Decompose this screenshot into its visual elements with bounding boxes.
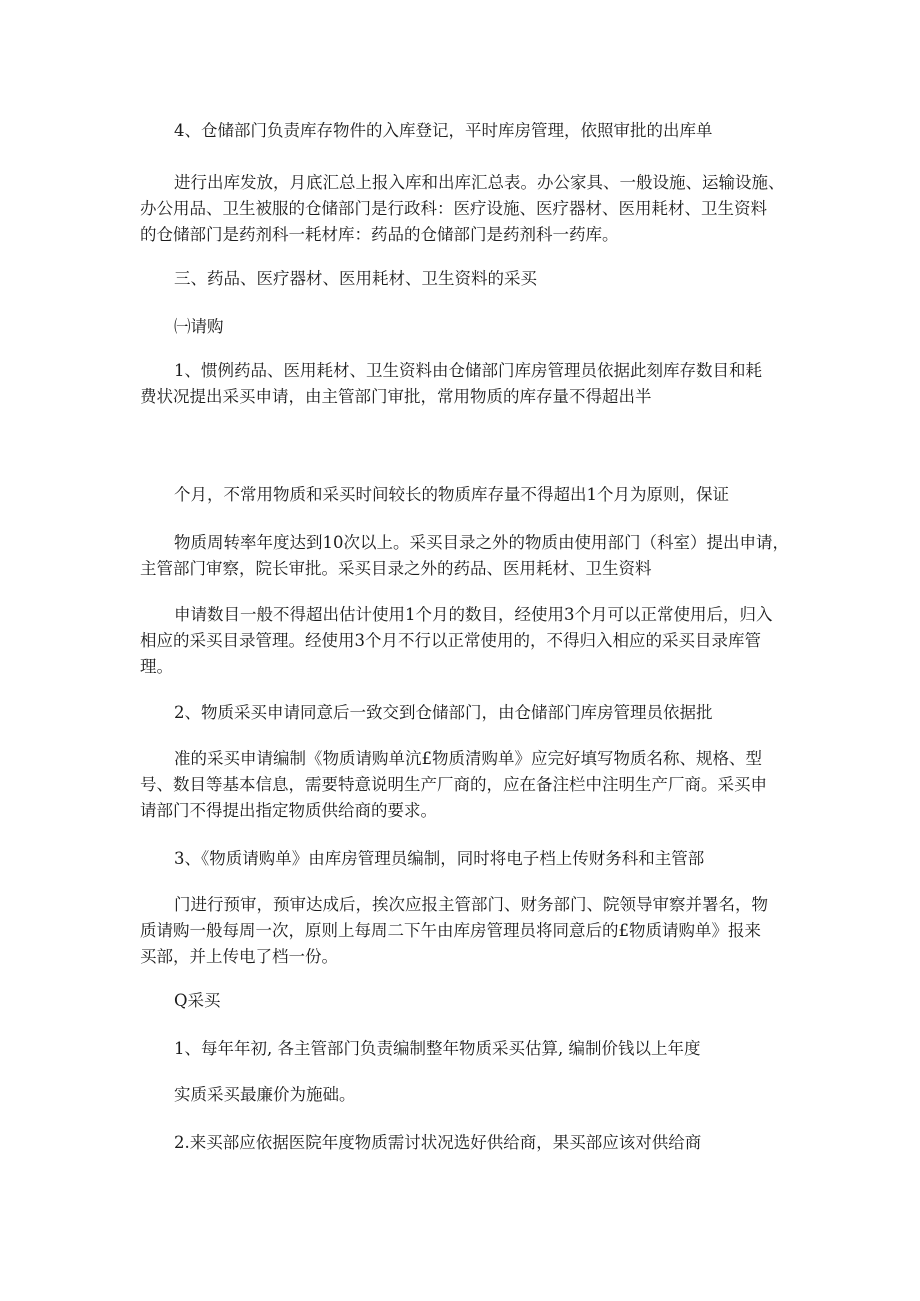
paragraph-line: 进行出库发放，月底汇总上报入库和出库汇总表。办公家具、一般设施、运输设施、 (174, 173, 785, 192)
paragraph-line: 费状况提出采买申请，由主管部门审批，常用物质的库存量不得超出半 (140, 387, 652, 406)
subsection-heading-2 (0, 988, 920, 1014)
paragraph-line: 的仓储部门是药剂科一耗材库：药品的仓储部门是药剂科一药库。 (140, 225, 619, 244)
paragraph-5 (0, 530, 920, 582)
paragraph-line: 实质采买最廉价为施础。 (174, 1085, 356, 1104)
paragraph-line: 号、数目等基本信息，需要特意说明生产厂商的，应在备注栏中注明生产厂商。采买申 (140, 775, 767, 794)
paragraph-line: 申请数目一般不得超出估计使用1个月的数目，经使用3个月可以正常使用后，归入 (174, 605, 773, 624)
paragraph-line: 质请购一般每周一次，原则上每周二下午由库房管理员将同意后的£物质请购单》报来 (140, 921, 761, 940)
paragraph-line: 2.来买部应依据医院年度物质需讨状况选好供给商，果买部应该对供给商 (174, 1133, 702, 1152)
paragraph-line: 1、每年年初, 各主管部门负责编制整年物质采买估算, 编制价钱以上年度 (174, 1039, 701, 1058)
paragraph-line: 门进行预审，预审达成后，挨次应报主管部门、财务部门、院领导审察并署名，物 (174, 895, 768, 914)
paragraph-line: 三、药品、医疗器材、医用耗材、卫生资料的采买 (174, 269, 537, 288)
paragraph-4 (0, 482, 920, 508)
paragraph-line: 物质周转率年度达到10次以上。采买目录之外的物质由使用部门（科室）提出申请， (174, 533, 789, 552)
paragraph-line: 主管部门审察，院长审批。采买目录之外的药品、医用耗材、卫生资料 (140, 559, 652, 578)
paragraph-line: 2、物质采买申请同意后一致交到仓储部门，由仓储部门库房管理员依据批 (174, 703, 713, 722)
paragraph-7 (0, 700, 920, 726)
paragraph-line: Q采买 (174, 991, 221, 1010)
paragraph-2 (0, 170, 920, 248)
paragraph-line: 办公用品、卫生被服的仓储部门是行政科：医疗设施、医疗器材、医用耗材、卫生资料 (140, 199, 767, 218)
paragraph-6 (0, 602, 920, 680)
paragraph-line: 请部门不得提出指定物质供给商的要求。 (140, 801, 437, 820)
paragraph-11 (0, 1036, 920, 1062)
paragraph-line: 1、惯例药品、医用耗材、卫生资料由仓储部门库房管理员依据此刻库存数目和耗 (174, 361, 762, 380)
paragraph-12 (0, 1082, 920, 1108)
paragraph-10 (0, 892, 920, 970)
paragraph-line: 买部，并上传电了档一份。 (140, 947, 338, 966)
paragraph-line: 3、《物质请购单》由库房管理员编制，同时将电子档上传财务科和主管部 (174, 849, 705, 868)
paragraph-9 (0, 846, 920, 872)
paragraph-line: 4、仓储部门负责库存物件的入库登记，平时库房管理，依照审批的出库单 (174, 121, 713, 140)
paragraph-3 (0, 358, 920, 410)
paragraph-line: 理。 (140, 657, 173, 676)
paragraph-13 (0, 1130, 920, 1156)
paragraph-8 (0, 746, 920, 824)
paragraph-line: 准的采买申请编制《物质请购单沆£物质清购单》应完好填写物质名称、规格、型 (174, 749, 762, 768)
paragraph-line: 个月，不常用物质和采买时间较长的物质库存量不得超出1个月为原则，保证 (174, 485, 729, 504)
subsection-heading (0, 314, 920, 340)
section-heading (0, 266, 920, 292)
paragraph-1 (0, 118, 920, 144)
paragraph-line: ㈠请购 (174, 317, 224, 336)
paragraph-line: 相应的采买目录管理。经使用3个月不行以正常使用的，不得归入相应的采买目录库管 (140, 631, 761, 650)
